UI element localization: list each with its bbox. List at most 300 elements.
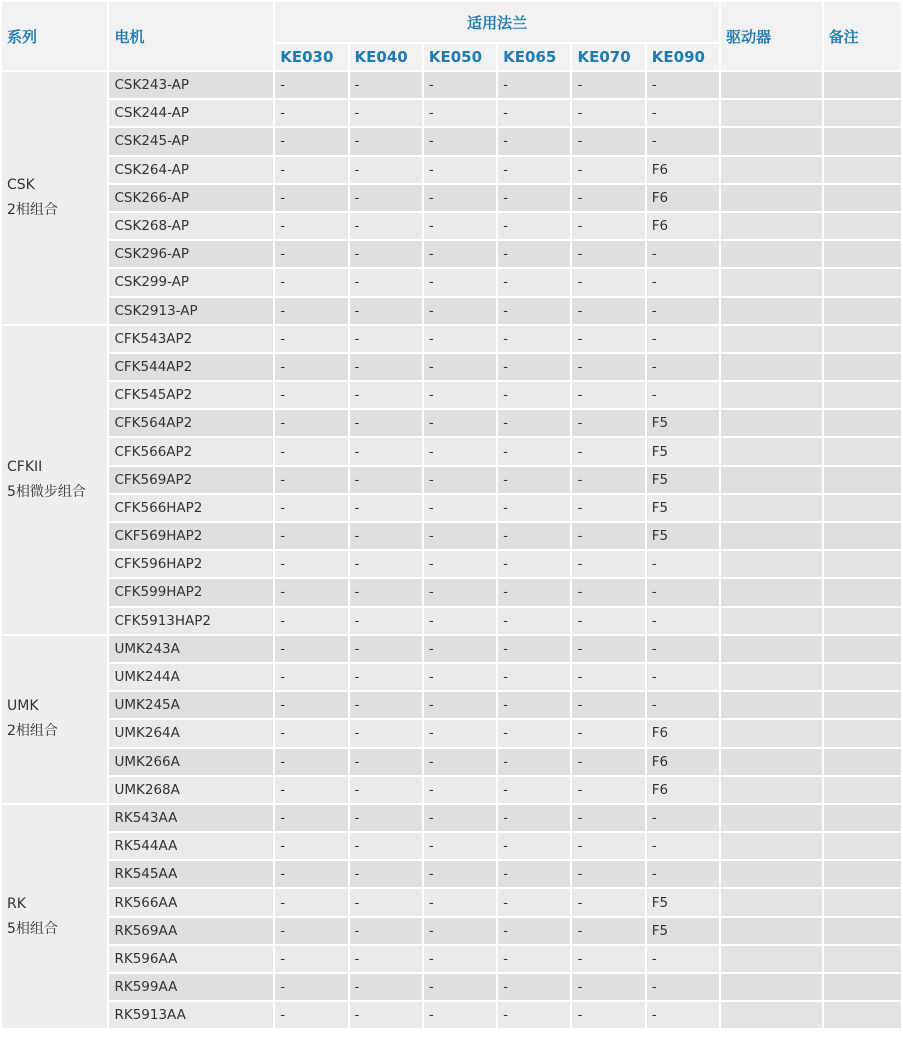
flange-value-cell: - — [424, 354, 496, 380]
flange-value-cell: - — [424, 974, 496, 1000]
remark-cell — [824, 354, 901, 380]
motor-cell: UMK244A — [109, 664, 273, 690]
flange-value-cell: - — [498, 918, 570, 944]
series-cell — [2, 72, 107, 324]
header-driver: 驱动器 — [721, 2, 821, 70]
remark-cell — [824, 298, 901, 324]
driver-cell — [721, 467, 821, 493]
flange-value-cell: - — [275, 833, 347, 859]
table-row — [2, 889, 901, 915]
flange-value-cell: - — [572, 579, 644, 605]
flange-value-cell: - — [350, 720, 422, 746]
flange-value-cell: - — [275, 720, 347, 746]
table-row — [2, 1002, 901, 1028]
flange-value-cell: - — [572, 213, 644, 239]
table-row — [2, 861, 901, 887]
flange-value-cell: - — [647, 861, 719, 887]
motor-cell: CSK2913-AP — [109, 298, 273, 324]
driver-cell — [721, 410, 821, 436]
flange-value-cell: - — [647, 382, 719, 408]
flange-value-cell: - — [424, 720, 496, 746]
flange-value-cell: - — [572, 974, 644, 1000]
motor-cell: CSK266-AP — [109, 185, 273, 211]
flange-value-cell: - — [424, 326, 496, 352]
table-row — [2, 608, 901, 634]
flange-value-cell: - — [424, 946, 496, 972]
flange-value-cell: - — [647, 664, 719, 690]
flange-value-cell: - — [424, 636, 496, 662]
motor-cell: CSK296-AP — [109, 241, 273, 267]
remark-cell — [824, 579, 901, 605]
motor-cell: CSK244-AP — [109, 100, 273, 126]
remark-cell — [824, 100, 901, 126]
table-row — [2, 636, 901, 662]
header-row-top — [2, 2, 901, 42]
flange-value-cell: - — [572, 410, 644, 436]
driver-cell — [721, 72, 821, 98]
table-row — [2, 579, 901, 605]
flange-value-cell: - — [647, 974, 719, 1000]
remark-cell — [824, 326, 901, 352]
motor-cell: RK599AA — [109, 974, 273, 1000]
driver-cell — [721, 974, 821, 1000]
header-motor: 电机 — [109, 2, 273, 70]
series-subtitle: 2相组合 — [7, 723, 58, 740]
flange-value-cell: - — [498, 946, 570, 972]
remark-cell — [824, 128, 901, 154]
table-row — [2, 326, 901, 352]
driver-cell — [721, 185, 821, 211]
motor-cell: UMK245A — [109, 692, 273, 718]
remark-cell — [824, 918, 901, 944]
flange-value-cell: - — [275, 579, 347, 605]
remark-cell — [824, 805, 901, 831]
remark-cell — [824, 692, 901, 718]
flange-value-cell: - — [498, 382, 570, 408]
driver-cell — [721, 523, 821, 549]
flange-value-cell: - — [647, 241, 719, 267]
series-cell — [2, 636, 107, 803]
flange-value-cell: - — [424, 749, 496, 775]
table-row — [2, 100, 901, 126]
flange-value-cell: - — [647, 269, 719, 295]
flange-value-cell: - — [424, 241, 496, 267]
flange-value-cell: - — [350, 185, 422, 211]
flange-value-cell: - — [572, 720, 644, 746]
flange-value-cell: - — [275, 749, 347, 775]
flange-value-cell: F6 — [647, 157, 719, 183]
flange-value-cell: - — [498, 241, 570, 267]
flange-value-cell: - — [424, 72, 496, 98]
table-row — [2, 974, 901, 1000]
driver-cell — [721, 1002, 821, 1028]
table-row — [2, 241, 901, 267]
table-row — [2, 749, 901, 775]
flange-value-cell: - — [275, 664, 347, 690]
flange-value-cell: - — [424, 298, 496, 324]
flange-value-cell: - — [350, 213, 422, 239]
driver-cell — [721, 100, 821, 126]
flange-value-cell: - — [498, 100, 570, 126]
flange-value-cell: - — [572, 749, 644, 775]
flange-value-cell: - — [498, 298, 570, 324]
remark-cell — [824, 72, 901, 98]
flange-value-cell: - — [275, 495, 347, 521]
remark-cell — [824, 720, 901, 746]
remark-cell — [824, 241, 901, 267]
flange-value-cell: - — [498, 157, 570, 183]
flange-value-cell: - — [424, 889, 496, 915]
flange-value-cell: - — [424, 918, 496, 944]
flange-value-cell: - — [572, 382, 644, 408]
flange-value-cell: - — [275, 889, 347, 915]
remark-cell — [824, 749, 901, 775]
flange-value-cell: - — [424, 100, 496, 126]
flange-value-cell: - — [572, 918, 644, 944]
flange-value-cell: - — [498, 974, 570, 1000]
table-body — [2, 72, 901, 1028]
header-flange-group: 适用法兰 — [275, 2, 719, 42]
remark-cell — [824, 467, 901, 493]
flange-value-cell: - — [498, 720, 570, 746]
table-row — [2, 157, 901, 183]
flange-value-cell: - — [350, 495, 422, 521]
table-row — [2, 128, 901, 154]
flange-value-cell: - — [647, 805, 719, 831]
flange-value-cell: F6 — [647, 185, 719, 211]
flange-value-cell: F5 — [647, 438, 719, 464]
series-name: CSK — [7, 176, 35, 193]
driver-cell — [721, 438, 821, 464]
motor-cell: RK545AA — [109, 861, 273, 887]
flange-value-cell: - — [572, 326, 644, 352]
remark-cell — [824, 157, 901, 183]
flange-value-cell: - — [647, 636, 719, 662]
flange-value-cell: - — [572, 298, 644, 324]
flange-value-cell: - — [572, 241, 644, 267]
motor-cell: UMK268A — [109, 777, 273, 803]
flange-value-cell: - — [424, 523, 496, 549]
flange-value-cell: - — [275, 918, 347, 944]
flange-value-cell: F5 — [647, 523, 719, 549]
flange-value-cell: - — [350, 72, 422, 98]
motor-cell: RK569AA — [109, 918, 273, 944]
flange-value-cell: - — [350, 354, 422, 380]
flange-value-cell: - — [424, 382, 496, 408]
flange-value-cell: F5 — [647, 495, 719, 521]
flange-value-cell: - — [572, 100, 644, 126]
flange-value-cell: - — [350, 410, 422, 436]
driver-cell — [721, 157, 821, 183]
flange-value-cell: - — [498, 636, 570, 662]
flange-value-cell: - — [275, 382, 347, 408]
remark-cell — [824, 523, 901, 549]
flange-value-cell: - — [498, 438, 570, 464]
flange-value-cell: - — [424, 438, 496, 464]
remark-cell — [824, 438, 901, 464]
driver-cell — [721, 608, 821, 634]
table-row — [2, 805, 901, 831]
flange-value-cell: - — [350, 636, 422, 662]
motor-cell: UMK266A — [109, 749, 273, 775]
flange-value-cell: - — [350, 551, 422, 577]
table-row — [2, 523, 901, 549]
flange-value-cell: - — [572, 861, 644, 887]
table-row — [2, 382, 901, 408]
series-name: CFKII — [7, 458, 43, 475]
flange-value-cell: - — [275, 354, 347, 380]
table-row — [2, 72, 901, 98]
flange-value-cell: - — [350, 889, 422, 915]
driver-cell — [721, 213, 821, 239]
flange-value-cell: - — [350, 749, 422, 775]
flange-value-cell: - — [498, 269, 570, 295]
flange-value-cell: - — [572, 128, 644, 154]
flange-value-cell: - — [275, 269, 347, 295]
flange-value-cell: - — [275, 692, 347, 718]
remark-cell — [824, 608, 901, 634]
flange-value-cell: - — [350, 100, 422, 126]
flange-value-cell: - — [424, 410, 496, 436]
flange-value-cell: - — [647, 946, 719, 972]
flange-value-cell: - — [647, 72, 719, 98]
flange-value-cell: - — [572, 354, 644, 380]
flange-value-cell: - — [350, 664, 422, 690]
flange-value-cell: - — [275, 213, 347, 239]
flange-value-cell: - — [498, 213, 570, 239]
remark-cell — [824, 1002, 901, 1028]
driver-cell — [721, 636, 821, 662]
flange-value-cell: - — [350, 382, 422, 408]
flange-value-cell: - — [275, 72, 347, 98]
driver-cell — [721, 298, 821, 324]
table-row — [2, 269, 901, 295]
flange-value-cell: - — [275, 410, 347, 436]
motor-cell: CSK243-AP — [109, 72, 273, 98]
flange-value-cell: - — [572, 495, 644, 521]
motor-cell: CFK599HAP2 — [109, 579, 273, 605]
flange-value-cell: - — [424, 467, 496, 493]
motor-cell: CFK544AP2 — [109, 354, 273, 380]
table-row — [2, 692, 901, 718]
table-row — [2, 213, 901, 239]
remark-cell — [824, 664, 901, 690]
motor-cell: UMK264A — [109, 720, 273, 746]
flange-value-cell: - — [424, 608, 496, 634]
flange-value-cell: F5 — [647, 410, 719, 436]
table-row — [2, 467, 901, 493]
flange-value-cell: - — [275, 185, 347, 211]
driver-cell — [721, 382, 821, 408]
table-row — [2, 354, 901, 380]
table-row — [2, 495, 901, 521]
header-flange: KE050 — [424, 44, 496, 70]
flange-value-cell: - — [275, 467, 347, 493]
flange-value-cell: - — [350, 438, 422, 464]
flange-value-cell: - — [572, 1002, 644, 1028]
motor-cell: UMK243A — [109, 636, 273, 662]
flange-value-cell: - — [275, 326, 347, 352]
flange-value-cell: - — [275, 128, 347, 154]
driver-cell — [721, 833, 821, 859]
flange-value-cell: - — [572, 636, 644, 662]
flange-value-cell: - — [350, 241, 422, 267]
table-row — [2, 185, 901, 211]
remark-cell — [824, 185, 901, 211]
flange-value-cell: - — [498, 495, 570, 521]
flange-value-cell: - — [275, 157, 347, 183]
flange-value-cell: - — [350, 157, 422, 183]
flange-value-cell: - — [350, 298, 422, 324]
table-row — [2, 438, 901, 464]
motor-cell: CSK264-AP — [109, 157, 273, 183]
flange-value-cell: - — [424, 833, 496, 859]
motor-cell: RK543AA — [109, 805, 273, 831]
flange-value-cell: - — [424, 157, 496, 183]
motor-cell: CSK245-AP — [109, 128, 273, 154]
driver-cell — [721, 692, 821, 718]
table-row — [2, 720, 901, 746]
flange-value-cell: - — [498, 664, 570, 690]
table-row — [2, 833, 901, 859]
remark-cell — [824, 495, 901, 521]
series-subtitle: 2相组合 — [7, 201, 58, 218]
flange-value-cell: - — [275, 1002, 347, 1028]
flange-value-cell: - — [572, 269, 644, 295]
flange-value-cell: - — [498, 608, 570, 634]
driver-cell — [721, 326, 821, 352]
remark-cell — [824, 551, 901, 577]
motor-cell: CFK596HAP2 — [109, 551, 273, 577]
flange-value-cell: - — [350, 269, 422, 295]
flange-value-cell: - — [275, 438, 347, 464]
flange-value-cell: - — [647, 833, 719, 859]
driver-cell — [721, 551, 821, 577]
flange-value-cell: - — [350, 467, 422, 493]
flange-value-cell: - — [275, 100, 347, 126]
flange-value-cell: - — [275, 523, 347, 549]
driver-cell — [721, 861, 821, 887]
header-flange: KE030 — [275, 44, 347, 70]
flange-value-cell: - — [572, 889, 644, 915]
flange-value-cell: - — [424, 495, 496, 521]
flange-value-cell: - — [498, 805, 570, 831]
driver-cell — [721, 918, 821, 944]
table-row — [2, 664, 901, 690]
flange-value-cell: - — [424, 185, 496, 211]
flange-value-cell: - — [275, 608, 347, 634]
motor-cell: CFK564AP2 — [109, 410, 273, 436]
flange-value-cell: - — [647, 1002, 719, 1028]
flange-value-cell: - — [572, 467, 644, 493]
flange-value-cell: - — [647, 298, 719, 324]
table-row — [2, 298, 901, 324]
motor-cell: RK596AA — [109, 946, 273, 972]
header-flange: KE070 — [572, 44, 644, 70]
flange-value-cell: - — [350, 326, 422, 352]
flange-value-cell: - — [572, 805, 644, 831]
header-flange: KE065 — [498, 44, 570, 70]
flange-value-cell: - — [350, 946, 422, 972]
flange-value-cell: - — [498, 1002, 570, 1028]
motor-cell: CKF569HAP2 — [109, 523, 273, 549]
motor-cell: RK566AA — [109, 889, 273, 915]
series-cell — [2, 326, 107, 634]
flange-value-cell: - — [275, 241, 347, 267]
motor-cell: RK5913AA — [109, 1002, 273, 1028]
flange-value-cell: - — [424, 805, 496, 831]
flange-value-cell: - — [424, 269, 496, 295]
motor-cell: CFK566HAP2 — [109, 495, 273, 521]
driver-cell — [721, 495, 821, 521]
flange-value-cell: - — [572, 833, 644, 859]
flange-value-cell: - — [350, 692, 422, 718]
driver-cell — [721, 354, 821, 380]
flange-value-cell: - — [498, 128, 570, 154]
motor-cell: CFK566AP2 — [109, 438, 273, 464]
remark-cell — [824, 213, 901, 239]
flange-value-cell: - — [275, 861, 347, 887]
remark-cell — [824, 946, 901, 972]
flange-value-cell: - — [424, 1002, 496, 1028]
flange-value-cell: - — [498, 185, 570, 211]
flange-value-cell: - — [275, 636, 347, 662]
header-flange: KE090 — [647, 44, 719, 70]
motor-cell: RK544AA — [109, 833, 273, 859]
flange-value-cell: - — [498, 326, 570, 352]
flange-value-cell: - — [350, 918, 422, 944]
series-name: RK — [7, 895, 26, 912]
flange-value-cell: - — [350, 833, 422, 859]
flange-value-cell: - — [647, 692, 719, 718]
flange-value-cell: - — [647, 551, 719, 577]
remark-cell — [824, 410, 901, 436]
flange-value-cell: F6 — [647, 749, 719, 775]
flange-value-cell: - — [498, 72, 570, 98]
header-series: 系列 — [2, 2, 107, 70]
flange-value-cell: - — [424, 777, 496, 803]
flange-value-cell: - — [275, 777, 347, 803]
flange-value-cell: - — [647, 100, 719, 126]
driver-cell — [721, 777, 821, 803]
series-subtitle: 5相微步组合 — [7, 483, 86, 500]
flange-value-cell: - — [498, 551, 570, 577]
remark-cell — [824, 777, 901, 803]
header-remark: 备注 — [824, 2, 901, 70]
flange-value-cell: - — [498, 410, 570, 436]
flange-value-cell: - — [275, 974, 347, 1000]
flange-value-cell: - — [498, 833, 570, 859]
flange-value-cell: F5 — [647, 467, 719, 493]
driver-cell — [721, 128, 821, 154]
series-subtitle: 5相组合 — [7, 920, 58, 937]
flange-value-cell: - — [572, 185, 644, 211]
flange-value-cell: - — [647, 608, 719, 634]
table-row — [2, 410, 901, 436]
motor-cell: CFK569AP2 — [109, 467, 273, 493]
flange-value-cell: - — [572, 523, 644, 549]
flange-value-cell: - — [350, 974, 422, 1000]
motor-cell: CFK545AP2 — [109, 382, 273, 408]
flange-value-cell: - — [424, 213, 496, 239]
flange-value-cell: F6 — [647, 777, 719, 803]
header-flange: KE040 — [350, 44, 422, 70]
flange-value-cell: F5 — [647, 918, 719, 944]
remark-cell — [824, 833, 901, 859]
flange-value-cell: - — [350, 608, 422, 634]
flange-value-cell: - — [498, 467, 570, 493]
flange-value-cell: - — [350, 1002, 422, 1028]
